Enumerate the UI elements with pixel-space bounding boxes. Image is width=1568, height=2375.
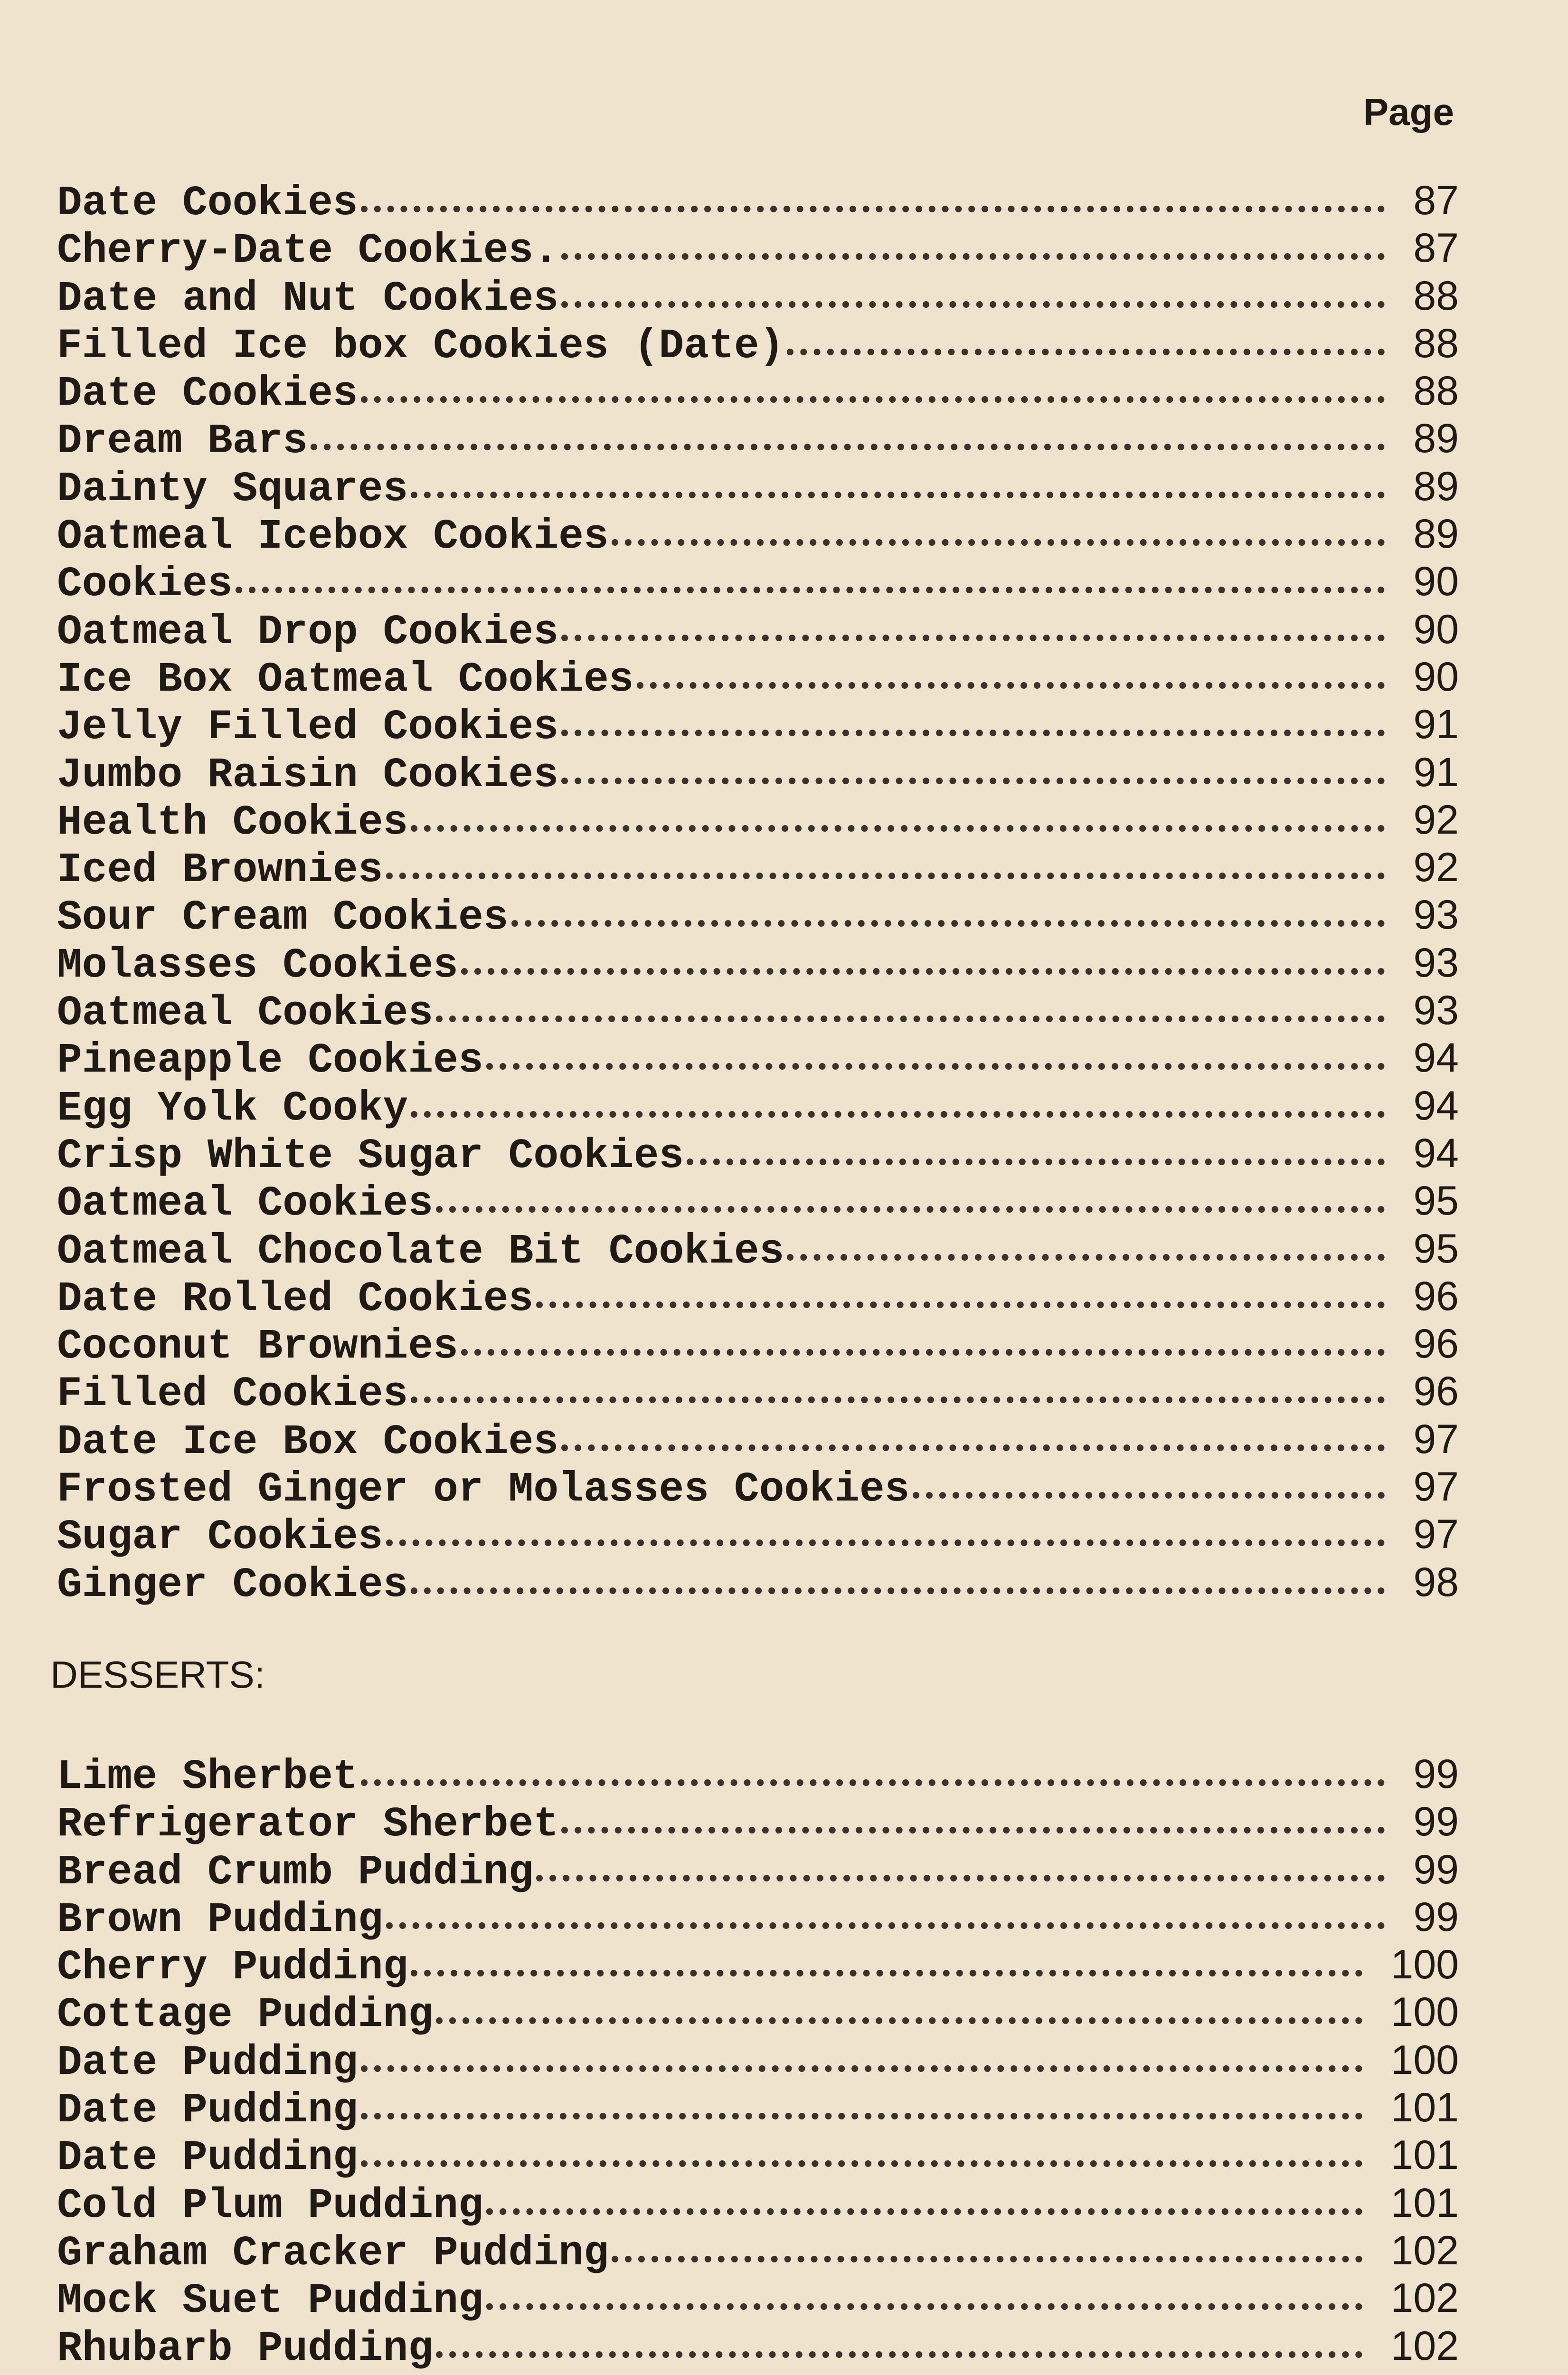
entry-title: Molasses Cookies xyxy=(57,942,458,989)
index-entry xyxy=(57,1798,1459,1849)
index-entry xyxy=(57,1082,1459,1130)
entry-page-number: 87 xyxy=(1413,178,1459,223)
dot-leader xyxy=(637,682,1385,689)
index-entry xyxy=(57,510,1459,561)
dot-leader xyxy=(536,1875,1385,1881)
dot-leader xyxy=(612,2256,1362,2262)
entry-page-number: 96 xyxy=(1413,1368,1459,1415)
index-entry xyxy=(57,1225,1459,1273)
dot-leader xyxy=(361,2160,1362,2167)
entry-title: Oatmeal Cookies xyxy=(57,990,434,1037)
entry-page-number: 99 xyxy=(1413,1751,1459,1797)
dot-leader xyxy=(411,825,1385,832)
dot-leader xyxy=(411,492,1385,498)
entry-title: Cherry-Date Cookies. xyxy=(57,228,559,275)
index-entry xyxy=(57,2131,1459,2182)
dot-leader xyxy=(687,1159,1385,1165)
dot-leader xyxy=(411,1111,1385,1118)
dot-leader xyxy=(561,253,1385,260)
index-entry xyxy=(57,1893,1459,1944)
index-entry xyxy=(57,1273,1459,1323)
entry-title: Date Rolled Cookies xyxy=(57,1275,534,1323)
entry-title: Jelly Filled Cookies xyxy=(57,704,559,751)
entry-title: Mock Suet Pudding xyxy=(57,2278,483,2325)
entry-page-number: 94 xyxy=(1413,1083,1459,1129)
dot-leader xyxy=(361,206,1385,212)
dot-leader xyxy=(913,1492,1385,1499)
dot-leader xyxy=(486,2303,1362,2310)
dot-leader xyxy=(411,1587,1385,1594)
dot-leader xyxy=(561,1827,1385,1834)
entry-page-number: 99 xyxy=(1413,1799,1459,1845)
entry-page-number: 88 xyxy=(1413,320,1459,366)
entry-title: Oatmeal Chocolate Bit Cookies xyxy=(57,1228,784,1275)
dot-leader xyxy=(411,1970,1362,1976)
entry-title: Date Pudding xyxy=(57,2087,358,2135)
entry-page-number: 99 xyxy=(1413,1846,1459,1892)
entry-title: Refrigerator Sherbet xyxy=(57,1801,559,1849)
index-entry xyxy=(57,320,1459,370)
dot-leader xyxy=(361,1779,1385,1786)
entry-page-number: 87 xyxy=(1413,225,1459,271)
dot-leader xyxy=(612,539,1385,546)
entry-title: Cottage Pudding xyxy=(57,1992,434,2039)
index-entry xyxy=(57,1846,1459,1896)
entry-page-number: 101 xyxy=(1390,2132,1459,2178)
dot-leader xyxy=(411,1396,1385,1403)
dot-leader xyxy=(787,349,1385,355)
dot-leader xyxy=(511,920,1385,927)
dot-leader xyxy=(311,444,1385,450)
entry-title: Sugar Cookies xyxy=(57,1514,383,1561)
index-entry xyxy=(57,1510,1459,1561)
entry-title: Cherry Pudding xyxy=(57,1944,408,1992)
entry-title: Filled Cookies xyxy=(57,1371,408,1418)
index-entry xyxy=(57,844,1459,894)
dot-leader xyxy=(561,778,1385,784)
entry-page-number: 96 xyxy=(1413,1321,1459,1367)
dot-leader xyxy=(486,2208,1362,2215)
entry-page-number: 88 xyxy=(1413,368,1459,414)
index-entry xyxy=(57,415,1459,466)
entry-title: Oatmeal Drop Cookies xyxy=(57,608,559,656)
index-entry xyxy=(57,2274,1459,2325)
entry-page-number: 100 xyxy=(1390,2037,1459,2083)
entry-page-number: 90 xyxy=(1413,606,1459,652)
entry-page-number: 89 xyxy=(1413,416,1459,462)
cookies-index-list xyxy=(57,177,1459,1609)
entry-page-number: 93 xyxy=(1413,940,1459,986)
entry-title: Lime Sherbet xyxy=(57,1754,358,1801)
entry-title: Filled Ice box Cookies (Date) xyxy=(57,323,784,370)
index-entry xyxy=(57,1750,1459,1801)
index-entry xyxy=(57,939,1459,987)
entry-page-number: 97 xyxy=(1413,1416,1459,1462)
entry-page-number: 92 xyxy=(1413,797,1459,843)
entry-title: Brown Pudding xyxy=(57,1896,383,1944)
index-entry xyxy=(57,1320,1459,1371)
entry-title: Crisp White Sugar Cookies xyxy=(57,1132,684,1180)
index-entry xyxy=(57,224,1459,275)
index-entry xyxy=(57,367,1459,418)
dot-leader xyxy=(561,301,1385,308)
index-entry xyxy=(57,1177,1459,1228)
dot-leader xyxy=(486,1063,1385,1070)
entry-title: Date Ice Box Cookies xyxy=(57,1418,559,1466)
entry-title: Date and Nut Cookies xyxy=(57,275,559,323)
index-entry xyxy=(57,2036,1459,2087)
entry-title: Sour Cream Cookies xyxy=(57,894,509,942)
index-entry xyxy=(57,177,1459,227)
dot-leader xyxy=(386,873,1385,879)
dot-leader xyxy=(361,2065,1362,2072)
entry-title: Jumbo Raisin Cookies xyxy=(57,751,559,799)
entry-page-number: 94 xyxy=(1413,1130,1459,1176)
index-entry xyxy=(57,272,1459,323)
dot-leader xyxy=(436,2017,1362,2024)
page-column-heading: Page xyxy=(1363,91,1454,133)
dot-leader xyxy=(361,2113,1362,2119)
dot-leader xyxy=(461,968,1385,975)
entry-page-number: 90 xyxy=(1413,654,1459,700)
index-entry xyxy=(57,1463,1459,1514)
entry-page-number: 98 xyxy=(1413,1559,1459,1605)
entry-title: Graham Cracker Pudding xyxy=(57,2230,609,2277)
index-entry xyxy=(57,701,1459,751)
entry-page-number: 89 xyxy=(1413,511,1459,557)
entry-title: Rhubarb Pudding xyxy=(57,2325,434,2373)
dot-leader xyxy=(386,1539,1385,1546)
entry-title: Oatmeal Icebox Cookies xyxy=(57,513,609,561)
entry-title: Cold Plum Pudding xyxy=(57,2182,483,2230)
entry-page-number: 101 xyxy=(1390,2180,1459,2226)
index-entry xyxy=(57,1034,1459,1085)
entry-page-number: 96 xyxy=(1413,1273,1459,1319)
entry-page-number: 91 xyxy=(1413,749,1459,795)
entry-page-number: 102 xyxy=(1390,2275,1459,2321)
entry-title: Date Cookies xyxy=(57,370,358,418)
entry-page-number: 97 xyxy=(1413,1464,1459,1510)
entry-title: Dream Bars xyxy=(57,418,308,466)
entry-page-number: 101 xyxy=(1390,2085,1459,2131)
entry-title: Frosted Ginger or Molasses Cookies xyxy=(57,1466,910,1514)
dot-leader xyxy=(461,1349,1385,1356)
index-entry xyxy=(57,987,1459,1037)
entry-page-number: 102 xyxy=(1390,2323,1459,2369)
entry-title: Iced Brownies xyxy=(57,847,383,894)
entry-page-number: 93 xyxy=(1413,988,1459,1034)
entry-page-number: 99 xyxy=(1413,1894,1459,1940)
entry-page-number: 100 xyxy=(1390,1989,1459,2035)
entry-title: Date Pudding xyxy=(57,2135,358,2182)
entry-page-number: 94 xyxy=(1413,1035,1459,1081)
index-entry xyxy=(57,2227,1459,2277)
index-entry xyxy=(57,1988,1459,2039)
entry-page-number: 91 xyxy=(1413,702,1459,748)
index-entry xyxy=(57,1130,1459,1180)
index-entry xyxy=(57,796,1459,844)
dot-leader xyxy=(787,1254,1385,1261)
entry-title: Oatmeal Cookies xyxy=(57,1180,434,1228)
entry-title: Health Cookies xyxy=(57,799,408,846)
dot-leader xyxy=(436,2351,1362,2358)
entry-title: Dainty Squares xyxy=(57,466,408,513)
entry-page-number: 90 xyxy=(1413,559,1459,605)
entry-page-number: 95 xyxy=(1413,1226,1459,1272)
dot-leader xyxy=(436,1016,1385,1022)
index-entry xyxy=(57,749,1459,799)
index-entry xyxy=(57,891,1459,942)
index-entry xyxy=(57,1368,1459,1418)
dot-leader xyxy=(561,730,1385,736)
dot-leader xyxy=(436,1206,1385,1213)
entry-title: Coconut Brownies xyxy=(57,1323,458,1371)
index-entry xyxy=(57,558,1459,608)
index-entry xyxy=(57,653,1459,701)
entry-page-number: 102 xyxy=(1390,2227,1459,2273)
entry-title: Date Pudding xyxy=(57,2039,358,2087)
dot-leader xyxy=(236,587,1385,593)
entry-page-number: 100 xyxy=(1390,1942,1459,1988)
index-entry xyxy=(57,1416,1459,1466)
dot-leader xyxy=(561,1444,1385,1451)
desserts-index-list xyxy=(57,1750,1459,2373)
index-entry xyxy=(57,606,1459,656)
entry-title: Egg Yolk Cooky xyxy=(57,1085,408,1132)
entry-page-number: 88 xyxy=(1413,273,1459,319)
entry-page-number: 92 xyxy=(1413,845,1459,891)
entry-page-number: 97 xyxy=(1413,1511,1459,1558)
index-entry xyxy=(57,1941,1459,1992)
index-entry xyxy=(57,463,1459,513)
entry-title: Ice Box Oatmeal Cookies xyxy=(57,656,634,703)
index-entry xyxy=(57,2179,1459,2230)
entry-title: Date Cookies xyxy=(57,180,358,227)
entry-page-number: 95 xyxy=(1413,1178,1459,1224)
entry-page-number: 89 xyxy=(1413,463,1459,509)
entry-title: Bread Crumb Pudding xyxy=(57,1849,534,1896)
dot-leader xyxy=(536,1302,1385,1308)
desserts-section-heading: DESSERTS: xyxy=(50,1653,265,1696)
index-entry xyxy=(57,1558,1459,1609)
entry-title: Cookies xyxy=(57,561,233,608)
index-entry xyxy=(57,2084,1459,2135)
dot-leader xyxy=(561,635,1385,641)
dot-leader xyxy=(386,1922,1385,1929)
entry-title: Ginger Cookies xyxy=(57,1561,408,1609)
entry-title: Pineapple Cookies xyxy=(57,1037,483,1085)
entry-page-number: 93 xyxy=(1413,892,1459,938)
dot-leader xyxy=(361,396,1385,403)
index-entry xyxy=(57,2322,1459,2373)
